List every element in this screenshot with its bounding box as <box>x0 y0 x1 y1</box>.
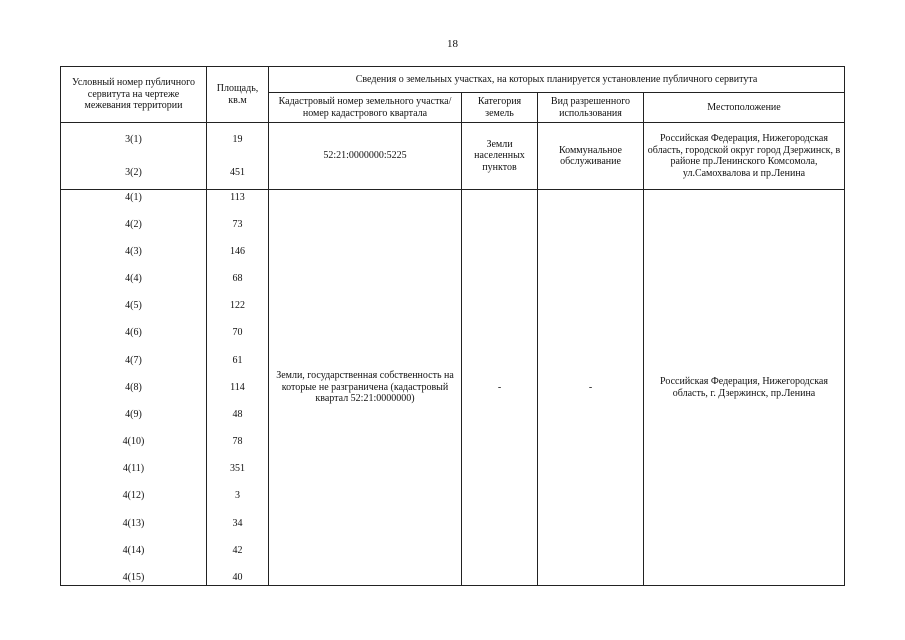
header-row-1 <box>61 67 845 93</box>
servitude-number: 3(1) <box>125 133 142 145</box>
group-4-row <box>61 190 845 586</box>
header-cadastral: Кадастровый номер земельного участка/ номер кадастрового квартала <box>269 93 462 123</box>
area-value: 34 <box>232 517 243 529</box>
group-3-areas <box>207 123 269 190</box>
group-3-location: Российская Федерация, Нижегородская область, городской округ город Дзержинск, в районе пр.Ленинского Комсомола, ул.Самохвалова и пр.Ленина <box>644 123 845 190</box>
header-land-info: Сведения о земельных участках, на которых планируется установление публичного сервитута <box>269 67 845 93</box>
servitude-number: 4(9) <box>125 408 142 420</box>
area-value: 351 <box>230 463 245 475</box>
area-value: 61 <box>232 354 243 366</box>
area-value: 122 <box>230 300 245 312</box>
servitude-number: 4(15) <box>122 571 145 583</box>
header-permitted-use: Вид разрешенного использования <box>538 93 644 123</box>
group-3-category: Земли населенных пунктов <box>462 123 538 190</box>
servitude-number: 4(10) <box>122 436 145 448</box>
servitude-number: 4(11) <box>122 463 145 475</box>
servitude-number: 4(1) <box>125 191 142 203</box>
servitude-number: 4(5) <box>125 300 142 312</box>
servitude-number: 4(3) <box>125 245 142 257</box>
area-value: 48 <box>232 408 243 420</box>
group-4-cadastral: Земли, государственная собственность на которые не разграничена (кадастровый квартал 52:21:0000000) <box>269 190 462 586</box>
area-value: 73 <box>232 218 243 230</box>
servitude-table <box>60 66 845 586</box>
area-value: 3 <box>235 490 240 502</box>
servitude-number: 4(8) <box>125 381 142 393</box>
servitude-number: 4(2) <box>125 218 142 230</box>
header-area: Площадь, кв.м <box>207 67 269 123</box>
area-value: 451 <box>230 166 245 178</box>
servitude-number: 4(7) <box>125 354 142 366</box>
group-3-cadastral: 52:21:0000000:5225 <box>269 123 462 190</box>
servitude-number: 4(6) <box>125 327 142 339</box>
area-value: 113 <box>230 191 245 203</box>
area-value: 42 <box>232 544 243 556</box>
group-4-permitted-use: - <box>538 190 644 586</box>
servitude-number: 4(13) <box>122 517 145 529</box>
area-value: 68 <box>232 273 243 285</box>
header-servitude-number: Условный номер публичного сервитута на чертеже межевания территории <box>61 67 207 123</box>
area-value: 70 <box>232 327 243 339</box>
group-4-location: Российская Федерация, Нижегородская область, г. Дзержинск, пр.Ленина <box>644 190 845 586</box>
servitude-number: 4(4) <box>125 273 142 285</box>
area-value: 19 <box>232 133 243 145</box>
header-category: Категория земель <box>462 93 538 123</box>
group-3-row <box>61 123 845 190</box>
servitude-number: 4(12) <box>122 490 145 502</box>
servitude-number: 3(2) <box>125 166 142 178</box>
group-4-category: - <box>462 190 538 586</box>
area-value: 40 <box>232 571 243 583</box>
page-number: 18 <box>447 38 458 50</box>
group-3-permitted-use: Коммунальное обслуживание <box>538 123 644 190</box>
header-location: Местоположение <box>644 93 845 123</box>
servitude-number: 4(14) <box>122 544 145 556</box>
area-value: 146 <box>230 245 245 257</box>
group-4-areas <box>207 190 269 586</box>
group-4-numbers <box>61 190 207 586</box>
area-value: 114 <box>230 381 245 393</box>
area-value: 78 <box>232 436 243 448</box>
group-3-numbers <box>61 123 207 190</box>
